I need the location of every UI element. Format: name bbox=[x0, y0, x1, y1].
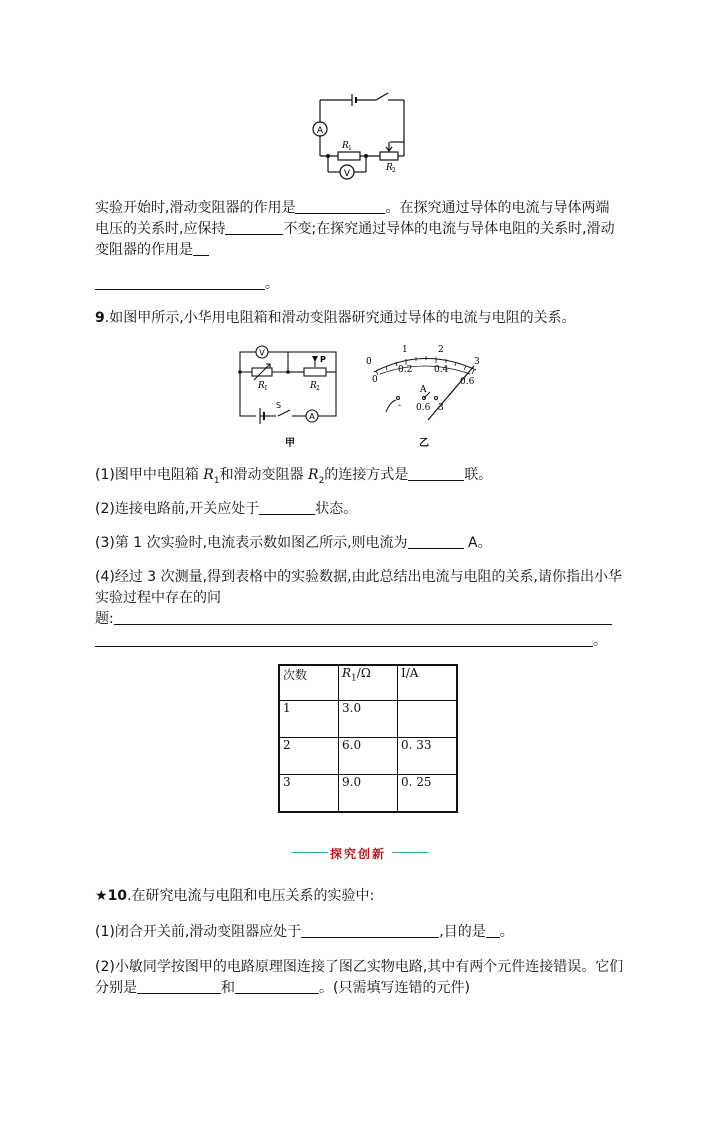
yi-term-3: 3 bbox=[438, 403, 444, 413]
section-title: 探究创新 bbox=[330, 847, 387, 861]
yi-term-minus: - bbox=[398, 401, 402, 411]
q8-line4: 。 bbox=[95, 274, 279, 294]
jia-r1-label: R bbox=[258, 381, 265, 391]
q8-line1: 实验开始时,滑动变阻器的作用是 。在探究通过导体的电流与导体两端 bbox=[95, 200, 610, 216]
q9-p4-line3: 题: bbox=[95, 609, 612, 629]
q9-p4-line1: (4)经过 3 次测量,得到表格中的实验数据,由此总结出电流与电阻的关系,请你指出小华 bbox=[95, 569, 622, 585]
table-cell: 6.0 bbox=[339, 738, 398, 775]
q8-blank-1[interactable] bbox=[295, 199, 385, 214]
table-cell: 3 bbox=[279, 775, 339, 813]
table-cell: 9.0 bbox=[339, 775, 398, 813]
table-row bbox=[279, 775, 457, 813]
jia-r2-label: R bbox=[310, 381, 317, 391]
q10-p2-line2: 分别是 和 。(只需填写连错的元件) bbox=[95, 980, 470, 996]
table-header-row bbox=[279, 665, 457, 701]
q8-line2: 电压的关系时,应保持 不变;在探究通过导体的电流与导体电阻的关系时,滑动 bbox=[95, 221, 615, 237]
table-cell: 2 bbox=[279, 738, 339, 775]
q9-figure-yi bbox=[358, 340, 490, 452]
table-row bbox=[279, 701, 457, 738]
r1-label: R bbox=[342, 141, 349, 151]
yi-bot-0: 0 bbox=[372, 375, 378, 385]
table-header-cell: 次数 bbox=[279, 665, 339, 701]
jia-ammeter-label: A bbox=[309, 412, 315, 421]
q8-line3: 变阻器的作用是 bbox=[95, 240, 209, 260]
jia-caption: 甲 bbox=[285, 438, 295, 449]
q9-blank-2[interactable] bbox=[259, 500, 315, 515]
yi-top-1: 1 bbox=[402, 345, 408, 355]
yi-caption: 乙 bbox=[419, 438, 429, 449]
table-header-cell: I/A bbox=[398, 665, 458, 701]
jia-voltmeter-label: V bbox=[259, 348, 265, 358]
q8-circuit-diagram bbox=[300, 88, 420, 180]
q9-p1: (1)图甲中电阻箱 $R_1$和滑动变阻器 $R_2$的连接方式是 联。 bbox=[95, 467, 493, 486]
yi-bot-02: 0.2 bbox=[398, 365, 413, 375]
q9-blank-1[interactable] bbox=[408, 466, 464, 481]
table-row bbox=[279, 738, 457, 775]
q10-blank-3[interactable] bbox=[137, 979, 221, 994]
q10-blank-4[interactable] bbox=[235, 979, 319, 994]
table-cell: 1 bbox=[279, 701, 339, 738]
q9-p3: (3)第 1 次实验时,电流表示数如图乙所示,则电流为 A。 bbox=[95, 535, 492, 551]
q9-data-table bbox=[278, 664, 458, 813]
r2-label: R bbox=[386, 163, 393, 173]
q9-p2: (2)连接电路前,开关应处于 状态。 bbox=[95, 501, 358, 517]
jia-p-label: P bbox=[320, 355, 326, 364]
table-cell: 0. 25 bbox=[398, 775, 458, 813]
r1-sub: 1 bbox=[348, 145, 352, 152]
q10-blank-2[interactable] bbox=[486, 923, 500, 938]
q9-blank-4a[interactable] bbox=[114, 610, 612, 625]
star-icon: ★ bbox=[95, 888, 108, 904]
yi-bot-04: 0.4 bbox=[434, 365, 449, 375]
q9-blank-4b[interactable] bbox=[95, 632, 593, 647]
q10-p2-line1: (2)小敏同学按图甲的电路原理图连接了图乙实物电路,其中有两个元件连接错误。它们 bbox=[95, 959, 624, 975]
table-header-cell: $R_1/\Omega$ bbox=[339, 665, 398, 701]
q9-p4-line2: 实验过程中存在的问 bbox=[95, 590, 221, 606]
table-cell: 3.0 bbox=[339, 701, 398, 738]
q8-blank-3b[interactable] bbox=[95, 275, 265, 290]
q8-blank-2[interactable] bbox=[225, 220, 283, 235]
yi-bot-06: 0.6 bbox=[460, 377, 475, 387]
q9-figure-jia bbox=[232, 342, 344, 452]
yi-term-a: A bbox=[420, 385, 427, 395]
jia-r2-sub: 2 bbox=[316, 385, 320, 392]
q9-stem: 9.如图甲所示,小华用电阻箱和滑动变阻器研究通过导体的电流与电阻的关系。 bbox=[95, 310, 576, 326]
yi-top-2: 2 bbox=[438, 345, 444, 355]
q10-p1: (1)闭合开关前,滑动变阻器应处于 ,目的是 。 bbox=[95, 924, 514, 940]
table-cell bbox=[398, 701, 458, 738]
section-rule-right bbox=[392, 852, 428, 853]
yi-term-06: 0.6 bbox=[416, 403, 431, 413]
jia-switch-label: S bbox=[276, 401, 282, 410]
q8-blank-3a[interactable] bbox=[193, 241, 209, 256]
q9-number: 9 bbox=[95, 310, 105, 326]
jia-r1-sub: 1 bbox=[264, 385, 268, 392]
yi-top-0: 0 bbox=[366, 357, 372, 367]
q10-stem: ★10.在研究电流与电阻和电压关系的实验中: bbox=[95, 888, 375, 904]
q10-blank-1[interactable] bbox=[301, 923, 439, 938]
ammeter-label: A bbox=[316, 126, 324, 136]
r2-sub: 2 bbox=[392, 167, 396, 174]
q9-blank-3[interactable] bbox=[408, 534, 464, 549]
voltmeter-label: V bbox=[343, 169, 351, 179]
yi-top-3: 3 bbox=[474, 357, 480, 367]
section-rule-left bbox=[292, 852, 328, 853]
table-cell: 0. 33 bbox=[398, 738, 458, 775]
q9-p4-line4: 。 bbox=[95, 631, 607, 651]
